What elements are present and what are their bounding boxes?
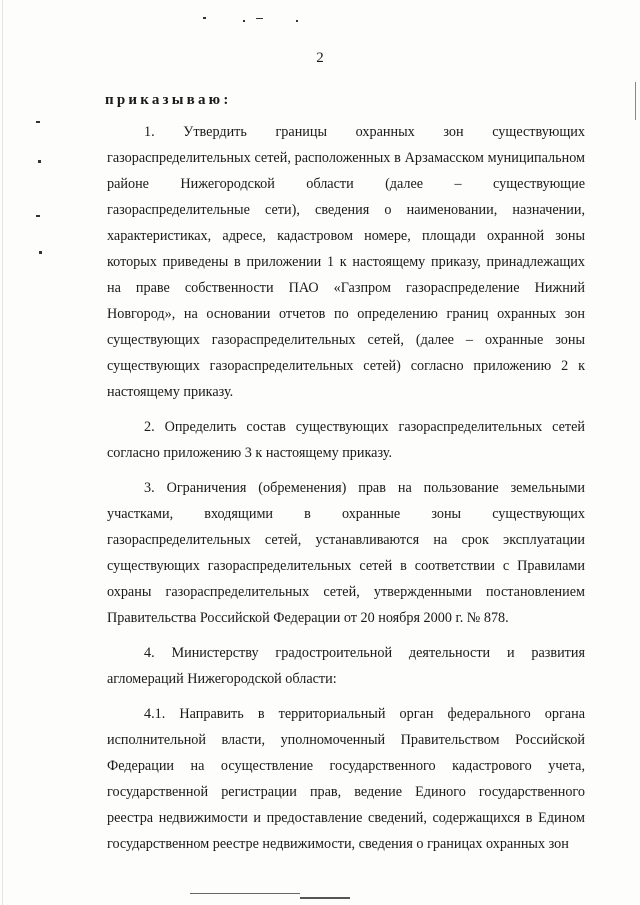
order-heading: приказываю: xyxy=(105,92,232,108)
paragraph xyxy=(107,475,585,631)
paragraph-line: охраны газораспределительных сетей, утвержденными постановлением xyxy=(107,584,585,600)
paragraph-line: 2. Определить состав существующих газораспределительных сетей xyxy=(144,419,585,435)
paragraph-line: газораспределительные сети), сведения о наименовании, назначении, xyxy=(107,202,585,218)
paragraph-line: исполнительной власти, уполномоченный Правительством Российской xyxy=(107,732,585,748)
paragraph xyxy=(107,701,585,857)
page-number: 2 xyxy=(316,50,324,66)
paragraph-line: Новгород», на основании отчетов по определению границ охранных зон xyxy=(107,306,585,322)
paragraph-line: характеристиках, адресе, кадастровом номере, площади охранной зоны xyxy=(107,228,585,244)
paragraph-line: существующих газораспределительных сетей в соответствии с Правилами xyxy=(107,558,585,574)
paragraph-line: участками, входящими в охранные зоны существующих xyxy=(107,506,585,522)
scan-mark xyxy=(39,251,42,254)
paragraph-line: агломераций Нижегородской области: xyxy=(107,671,337,687)
scan-line-bottom xyxy=(300,897,350,899)
scan-mark xyxy=(36,121,40,123)
paragraph xyxy=(107,119,585,405)
paragraph-line: районе Нижегородской области (далее – существующие xyxy=(107,176,585,192)
paragraph-line: Правительства Российской Федерации от 20 ноября 2000 г. № 878. xyxy=(107,610,509,626)
scan-mark xyxy=(296,20,298,22)
paragraph-line: Федерации на осуществление государственного кадастрового учета, xyxy=(107,758,585,774)
scan-edge-right xyxy=(635,82,636,120)
paragraph-line: газораспределительных сетей, расположенных в Арзамасском муниципальном xyxy=(107,150,585,166)
paragraph xyxy=(107,414,585,466)
paragraph-line: реестра недвижимости и предоставление сведений, содержащихся в Едином xyxy=(107,810,585,826)
scan-line-bottom xyxy=(190,893,300,894)
paragraph xyxy=(107,640,585,692)
paragraph-line: 1. Утвердить границы охранных зон существующих xyxy=(144,124,585,140)
paragraph-line: которых приведены в приложении 1 к настоящему приказу, принадлежащих xyxy=(107,254,585,270)
paragraph-line: 3. Ограничения (обременения) прав на пользование земельными xyxy=(144,480,585,496)
paragraph-line: 4.1. Направить в территориальный орган федерального органа xyxy=(144,706,585,722)
paragraph-line: существующих газораспределительных сетей, (далее – охранные зоны xyxy=(107,332,585,348)
paragraph-line: газораспределительных сетей, устанавливаются на срок эксплуатации xyxy=(107,532,585,548)
scan-mark xyxy=(203,17,206,19)
scan-mark xyxy=(243,20,245,22)
paragraph-line: государственной регистрации прав, ведение Единого государственного xyxy=(107,784,585,800)
scan-mark xyxy=(36,215,40,217)
scan-edge-left xyxy=(2,0,3,905)
paragraph-line: согласно приложению 3 к настоящему приказу. xyxy=(107,445,392,461)
paragraph-line: настоящему приказу. xyxy=(107,384,234,400)
scan-mark xyxy=(256,18,263,19)
scan-mark xyxy=(38,160,41,163)
paragraph-line: существующих газораспределительных сетей) согласно приложению 2 к xyxy=(107,358,585,374)
paragraph-line: 4. Министерству градостроительной деятельности и развития xyxy=(144,645,585,661)
paragraph-line: государственном реестре недвижимости, сведения о границах охранных зон xyxy=(107,836,569,852)
document-body xyxy=(107,119,585,866)
paragraph-line: на праве собственности ПАО «Газпром газораспределение Нижний xyxy=(107,280,585,296)
